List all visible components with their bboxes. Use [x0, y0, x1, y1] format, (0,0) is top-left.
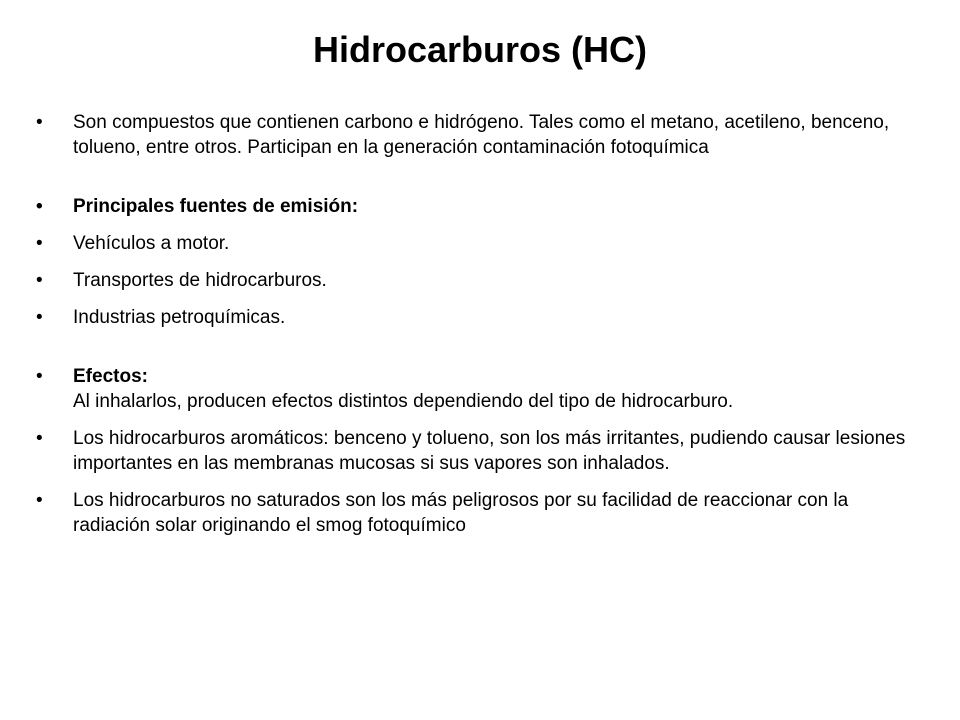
bullet-icon: •	[36, 490, 43, 511]
slide-title: Hidrocarburos (HC)	[312, 29, 648, 70]
bullet-icon: •	[36, 366, 43, 387]
bullet-item-sources-heading	[36, 194, 916, 219]
bullet-item-petrochemical	[36, 305, 916, 330]
bullet-item-aromatic	[36, 426, 916, 476]
bullet-icon: •	[36, 307, 43, 328]
bullet-item-effects	[36, 364, 916, 414]
bullet-icon: •	[36, 270, 43, 291]
bullet-icon: •	[36, 233, 43, 254]
bullet-icon: •	[36, 196, 43, 217]
bullet-text: Industrias petroquímicas.	[73, 307, 286, 328]
bullet-icon: •	[36, 428, 43, 449]
bullet-text: Los hidrocarburos aromáticos: benceno y tolueno, son los más irritantes, pudiendo causar lesiones importantes en las membranas mucosas si sus vapores son inhalados.	[73, 428, 906, 474]
bullet-item-vehicles	[36, 231, 916, 256]
bullet-item-intro	[36, 110, 916, 160]
bullet-icon: •	[36, 112, 43, 133]
bullet-text: Transportes de hidrocarburos.	[73, 270, 327, 291]
bullet-text: Los hidrocarburos no saturados son los más peligrosos por su facilidad de reaccionar con la radiación solar originando el smog fotoquímico	[73, 490, 849, 536]
bullet-item-transport	[36, 268, 916, 293]
bullet-text: Principales fuentes de emisión:	[73, 196, 359, 217]
bullet-text: Son compuestos que contienen carbono e hidrógeno. Tales como el metano, acetileno, benceno, tolueno, entre otros. Participan en la generación contaminación fotoquímica	[73, 112, 890, 158]
effects-heading: Efectos:	[73, 366, 148, 387]
bullet-list	[36, 110, 916, 538]
bullet-text: Vehículos a motor.	[73, 233, 230, 254]
bullet-text: Al inhalarlos, producen efectos distintos dependiendo del tipo de hidrocarburo.	[73, 391, 734, 412]
bullet-item-unsaturated	[36, 488, 916, 538]
